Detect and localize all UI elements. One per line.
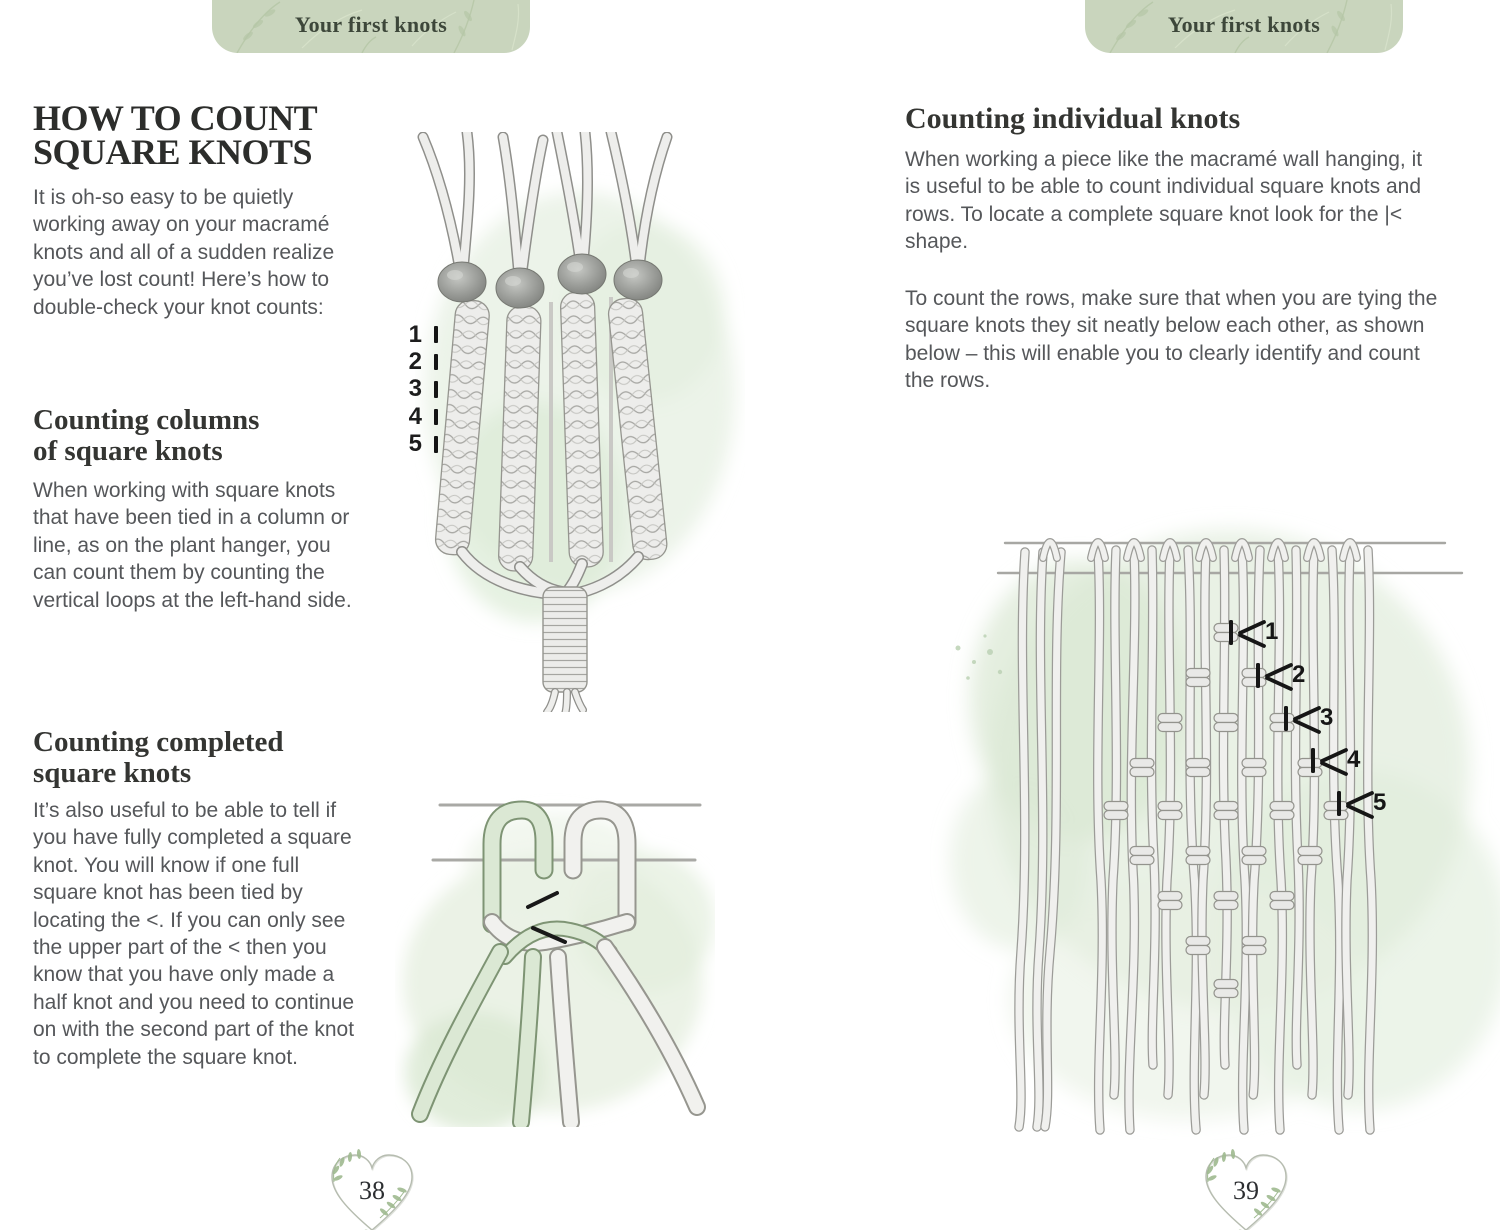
marker-label: 4 <box>1347 746 1361 773</box>
row-count-labels <box>400 321 438 458</box>
marker-label: 2 <box>1292 661 1306 688</box>
count-label: 2 <box>408 348 422 376</box>
count-row <box>400 321 438 348</box>
page-title-line2: SQUARE KNOTS <box>33 132 313 172</box>
count-row <box>400 348 438 375</box>
knot-marker-2 <box>1255 661 1309 691</box>
count-label: 3 <box>408 375 422 403</box>
right-section-heading: Counting individual knots <box>905 102 1241 135</box>
right-page-footer <box>1196 1148 1296 1230</box>
right-header-badge <box>1085 0 1403 53</box>
count-row <box>400 376 438 403</box>
marker-label: 5 <box>1373 789 1387 816</box>
gathering-wrap <box>543 587 587 712</box>
right-badge-label: Your first knots <box>1167 12 1321 37</box>
section-heading-counting-completed <box>33 727 357 789</box>
tick-mark <box>434 326 438 343</box>
tick-mark <box>434 409 438 426</box>
heading-line: of square knots <box>33 435 223 467</box>
count-label: 1 <box>408 320 422 348</box>
tick-mark <box>434 436 438 453</box>
count-row <box>400 403 438 430</box>
section-body-counting-columns: When working with square knots that have been tied in a column or line, as on the plant hanger, you can count them by counting the vertical loops at the left-hand side. <box>33 479 352 612</box>
square-knot-illustration <box>395 772 715 1127</box>
intro-paragraph: It is oh-so easy to be quietly working away on your macramé knots and all of a sudden realize you’ve lost count! Here’s how to double-check your knot counts: <box>33 186 335 319</box>
left-page-footer <box>322 1148 422 1230</box>
knot-marker-3 <box>1283 704 1337 734</box>
left-header-badge <box>212 0 530 53</box>
knot-marker-4 <box>1310 746 1364 776</box>
page-number: 39 <box>1233 1176 1259 1205</box>
heading-line: square knots <box>33 757 192 789</box>
larks-head-loops <box>1043 542 1357 558</box>
heading-line: Counting completed <box>33 726 284 758</box>
knot-marker-5 <box>1336 789 1390 819</box>
wall-hanging-illustration <box>930 440 1500 1140</box>
section-heading-counting-columns <box>33 405 357 467</box>
page-title-line1: HOW TO COUNT <box>33 98 318 138</box>
tick-mark <box>434 381 438 398</box>
marker-label: 1 <box>1265 618 1279 645</box>
count-label: 4 <box>408 402 422 430</box>
count-row <box>400 431 438 458</box>
right-paragraph-2: To count the rows, make sure that when you are tying the square knots they sit neatly below each other, as shown below – this will enable you to clearly identify and count the rows. <box>905 287 1438 393</box>
right-paragraph-1: When working a piece like the macramé wall hanging, it is useful to be able to count individual square knots and rows. To locate a complete square knot look for the |< shape. <box>905 148 1423 254</box>
knot-marker-1 <box>1228 618 1282 648</box>
tick-mark <box>434 354 438 371</box>
section-body-counting-completed: It’s also useful to be able to tell if you have fully completed a square knot. You will know if one full square knot has been tied by locating the <. If you can only see the upper part of the < then you know that you have only made a half knot and you need to continue on with the second part of the knot to complete the square knot. <box>33 799 355 1069</box>
count-label: 5 <box>408 430 422 458</box>
plant-hanger-illustration <box>415 132 745 712</box>
marker-label: 3 <box>1320 704 1334 731</box>
page-title <box>33 98 357 172</box>
left-badge-label: Your first knots <box>294 12 448 37</box>
heading-line: Counting columns <box>33 404 260 436</box>
page-number: 38 <box>359 1176 385 1205</box>
